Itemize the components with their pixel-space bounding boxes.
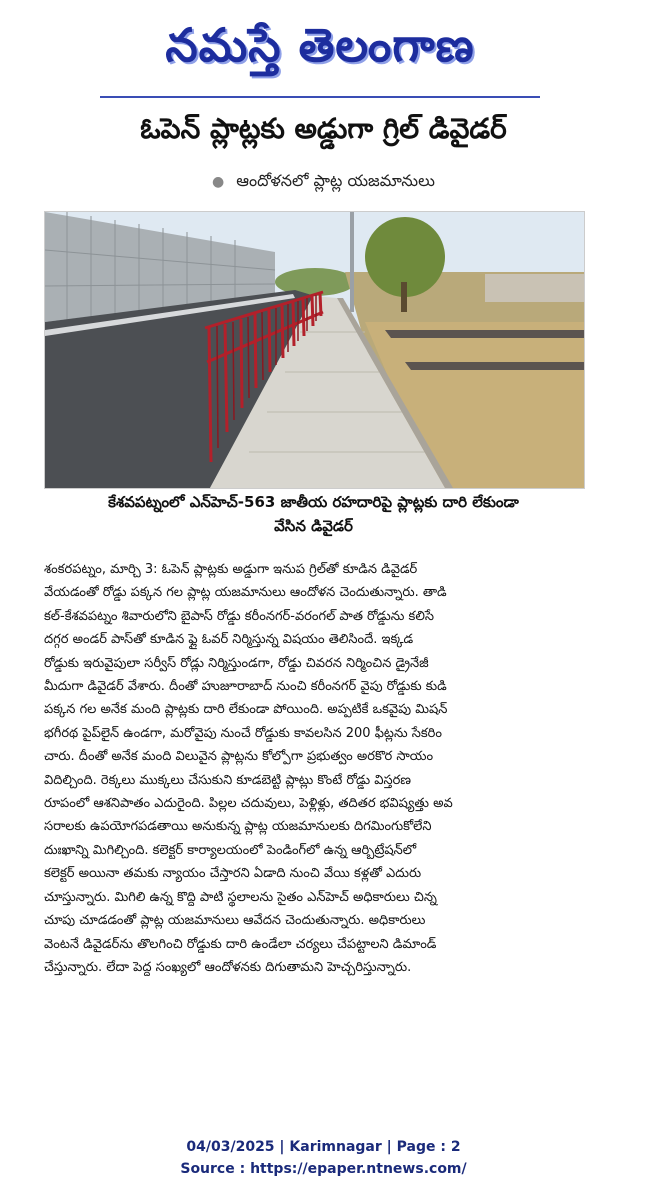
body-line: చారు. దీంతో అనేక మంది విలువైన ప్లాట్లను కోల్పోగా ప్రభుత్వం అరకొర సాయం	[44, 749, 434, 765]
body-line: శంకరపట్నం, మార్చి 3: ఓపెన్ ప్లాట్లకు అడ్డుగా ఇనుప గ్రిల్‌తో కూడిన డివైడర్	[44, 562, 418, 577]
body-line: చూస్తున్నారు. మిగిలి ఉన్న కొద్ది పాటి స్థలాలను సైతం ఎన్‌హెచ్ అధికారులు చిన్న	[44, 889, 437, 905]
body-line: పక్కన గల అనేక మంది ప్లాట్లకు దారి లేకుండా పోయింది. అప్పటికే ఒకవైపు మిషన్	[44, 702, 448, 718]
page-footer	[0, 1136, 647, 1180]
subhead-text: ఆందోళనలో ప్లాట్ల యజమానులు	[236, 171, 435, 190]
body-line: కలెక్టర్ అయినా తమకు న్యాయం చేస్తారని ఏడాది నుంచి వేయి కళ్లతో ఎదురు	[44, 866, 422, 882]
body-line: విదిల్చింది. రెక్కలు ముక్కలు చేసుకుని కూడబెట్టి ప్లాట్లు కొంటే రోడ్డు విస్తరణ	[44, 772, 412, 788]
body-line: వెంటనే డివైడర్‌ను తొలగించి రోడ్డుకు దారి ఉండేలా చర్యలు చేపట్టాలని డిమాండ్	[44, 936, 437, 952]
body-line: రోడ్డుకు ఇరువైపులా సర్వీస్ రోడ్లు నిర్మిస్తుండగా, రోడ్డు చివరన నిర్మించిన డ్రైనేజీ	[44, 655, 429, 671]
masthead-divider	[100, 96, 540, 98]
caption-line: వేసిన డివైడర్	[274, 517, 353, 535]
body-line: భగీరథ పైప్‌లైన్ ఉండగా, మరోవైపు నుంచే రోడ్డుకు కావలసిన 200 ఫీట్లను సేకరిం	[44, 725, 442, 741]
photo-caption	[44, 490, 583, 538]
bullet-icon: ●	[212, 174, 225, 190]
article-headline: ఓపెన్ ప్లాట్లకు అడ్డుగా గ్రిల్ డివైడర్	[140, 112, 507, 145]
body-line: మీదుగా డివైడర్ వేశారు. దీంతో హుజూరాబాద్ నుంచి కరీంనగర్ వైపు రోడ్డుకు కుడి	[44, 679, 447, 695]
body-line: దగ్గర అండర్ పాస్‌తో కూడిన ఫ్లై ఓవర్ నిర్మిస్తున్న విషయం తెలిసిందే. ఇక్కడ	[44, 632, 414, 648]
article-body	[44, 558, 583, 979]
body-line: చూపు చూడడంతో ప్లాట్ల యజమానులు ఆవేదన చెందుతున్నారు. అధికారులు	[44, 913, 426, 929]
body-line: సరాలకు ఉపయోగపడతాయి అనుకున్న ప్లాట్ల యజమానులకు దిగమింగుకోలేని	[44, 819, 432, 835]
masthead-title: నమస్తే తెలంగాణ	[165, 18, 475, 72]
body-line: రూపంలో ఆశనిపాతం ఎదురైంది. పిల్లల చదువులు, పెళ్లిళ్లు, తదితర భవిష్యత్తు అవ	[44, 796, 453, 812]
newspaper-masthead	[100, 4, 540, 86]
body-line: చేస్తున్నారు. లేదా పెద్ద సంఖ్యలో ఆందోళనకు దిగుతామని హెచ్చరిస్తున్నారు.	[44, 959, 412, 975]
source-link[interactable]: Source : https://epaper.ntnews.com/	[180, 1161, 467, 1177]
body-line: దుఃఖాన్ని మిగిల్చింది. కలెక్టర్ కార్యాలయంలో పెండింగ్‌లో ఉన్న ఆర్బిట్రేషన్‌లో	[44, 842, 417, 858]
road-divider-photo	[45, 212, 584, 488]
body-line: కల్-కేశవపట్నం శివారులోని బైపాస్ రోడ్డు కరీంనగర్-వరంగల్ పాత రోడ్డును కలిసే	[44, 608, 434, 624]
edition-info: 04/03/2025 | Karimnagar | Page : 2	[186, 1139, 461, 1155]
body-line: వేయడంతో రోడ్డు పక్కన గల ప్లాట్ల యజమానులు ఆందోళన చెందుతున్నారు. తాడి	[44, 585, 447, 601]
caption-line: కేశవపట్నంలో ఎన్‌హెచ్-563 జాతీయ రహదారిపై ప్లాట్లకు దారి లేకుండా	[108, 493, 519, 511]
article-photo	[44, 211, 585, 489]
article-subhead	[0, 168, 647, 195]
